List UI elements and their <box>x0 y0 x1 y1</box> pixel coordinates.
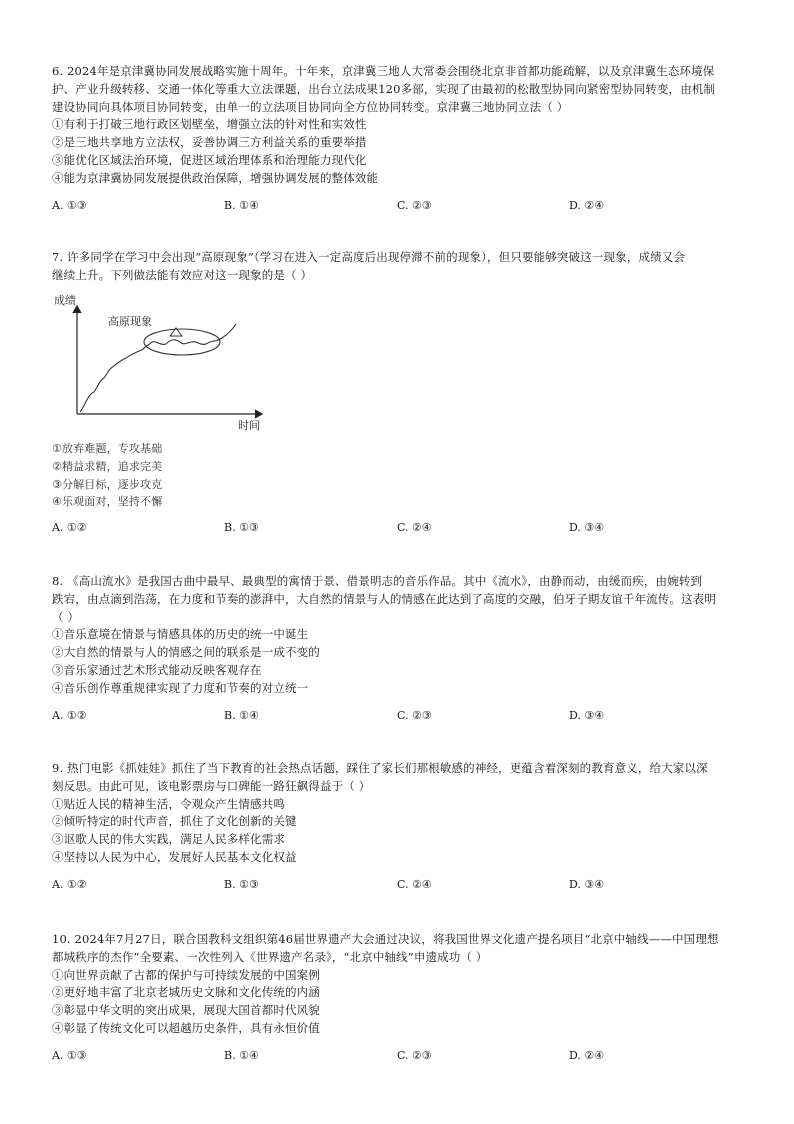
stem-line: 建设协同向具体项目协同转变，由单一的立法项目协同向全方位协同转变。京津冀三地协同立法（ ） <box>52 99 569 114</box>
option-b[interactable]: B. ①④ <box>224 198 259 212</box>
statement-item: ②是三地共享地方立法权，妥善协调三方利益关系的重要举措 <box>52 135 367 150</box>
statement-list <box>52 967 742 1038</box>
question-7-items <box>52 440 742 511</box>
statement-item: ②精益求精，追求完美 <box>52 459 163 473</box>
answer-options <box>52 519 742 537</box>
statement-item: ③彰显中华文明的突出成果，展现大国首都时代风貌 <box>52 1003 320 1018</box>
option-a[interactable]: A. ①② <box>52 708 87 722</box>
option-d[interactable]: D. ③④ <box>569 877 605 891</box>
statement-item: ④乐观面对，坚持不懈 <box>52 495 163 509</box>
y-axis-label: 成绩 <box>54 294 76 307</box>
statement-item: ①音乐意境在情景与情感具体的历史的统一中诞生 <box>52 627 309 642</box>
statement-item: ④坚持以人民为中心，发展好人民基本文化权益 <box>52 849 297 864</box>
question-7 <box>52 249 742 285</box>
statement-item: ④能为京津冀协同发展提供政治保障，增强协调发展的整体效能 <box>52 170 379 185</box>
x-axis-label: 时间 <box>238 419 260 432</box>
grade-curve <box>80 324 236 412</box>
option-d[interactable]: D. ②④ <box>569 1048 605 1062</box>
option-c[interactable]: C. ②③ <box>397 1048 432 1062</box>
question-7-options <box>52 519 742 537</box>
stem-line: 继续上升。下列做法能有效应对这一现象的是（ ） <box>52 267 313 282</box>
stem-line: 跌宕，由点滴到浩荡，在力度和节奏的澎湃中，大自然的情景与人的情感在此达到了高度的交融，伯牙子期友谊千年流传。这表明 <box>52 591 717 606</box>
stem-line: 都城秩序的杰作”全要素、一次性列入《世界遗产名录》，“北京中轴线”申遗成功（ ） <box>52 949 488 964</box>
option-c[interactable]: C. ②③ <box>397 198 432 212</box>
statement-list <box>52 626 742 697</box>
option-a[interactable]: A. ①③ <box>52 1048 87 1062</box>
statement-item: ①有利于打破三地行政区划壁垒，增强立法的针对性和实效性 <box>52 117 367 132</box>
option-d[interactable]: D. ③④ <box>569 708 605 722</box>
option-c[interactable]: C. ②④ <box>397 521 432 534</box>
statement-list <box>52 796 742 867</box>
statement-item: ③能优化区域法治环境，促进区域治理体系和治理能力现代化 <box>52 152 367 167</box>
question-9 <box>52 760 742 894</box>
statement-item: ④音乐创作尊重规律实现了力度和节奏的对立统一 <box>52 680 309 695</box>
option-b[interactable]: B. ①③ <box>224 521 259 534</box>
option-b[interactable]: B. ①④ <box>224 1048 259 1062</box>
answer-options <box>52 707 742 725</box>
option-d[interactable]: D. ③④ <box>569 521 605 534</box>
statement-item: ①向世界贡献了古都的保护与可持续发展的中国案例 <box>52 967 320 982</box>
option-b[interactable]: B. ①③ <box>224 877 259 891</box>
question-stem <box>52 573 742 626</box>
option-d[interactable]: D. ②④ <box>569 198 605 212</box>
statement-item: ②更好地丰富了北京老城历史文脉和文化传统的内涵 <box>52 985 320 1000</box>
statement-list <box>52 116 742 187</box>
question-stem <box>52 931 742 967</box>
question-stem <box>52 249 742 285</box>
option-c[interactable]: C. ②③ <box>397 708 432 722</box>
question-8 <box>52 573 742 725</box>
question-10 <box>52 931 742 1065</box>
stem-line: 刻反思。由此可见，该电影票房与口碑能一路狂飙得益于（ ） <box>52 778 371 793</box>
question-stem <box>52 760 742 796</box>
stem-line: 7. 许多同学在学习中会出现“高原现象”（学习在进入一定高度后出现停滞不前的现象），但只要能够突破这一现象，成绩又会 <box>52 250 686 264</box>
statement-item: ③音乐家通过艺术形式能动反映客观存在 <box>52 662 262 677</box>
option-b[interactable]: B. ①④ <box>224 708 259 722</box>
answer-options <box>52 1047 742 1065</box>
answer-options <box>52 876 742 894</box>
answer-options <box>52 197 742 215</box>
stem-line: 9. 热门电影《抓娃娃》抓住了当下教育的社会热点话题，踩住了家长们那根敏感的神经，更蕴含着深刻的教育意义，给大家以深 <box>52 761 708 775</box>
option-a[interactable]: A. ①② <box>52 877 87 891</box>
question-6 <box>52 63 742 215</box>
stem-line: 8. 《高山流水》是我国古曲中最早、最典型的寓情于景、借景明志的音乐作品。其中《流水》，由静而动，由缓而疾，由婉转到 <box>52 574 703 588</box>
statement-list <box>52 440 742 511</box>
stem-line: 6. 2024年是京津冀协同发展战略实施十周年。十年来，京津冀三地人大常委会围绕北京非首都功能疏解，以及京津冀生态环境保 <box>52 64 715 78</box>
stem-line: 10. 2024年7月27日，联合国教科文组织第46届世界遗产大会通过决议，将我国世界文化遗产提名项目“北京中轴线——中国理想 <box>52 932 719 946</box>
option-a[interactable]: A. ①② <box>52 521 87 534</box>
option-c[interactable]: C. ②④ <box>397 877 432 891</box>
statement-item: ①贴近人民的精神生活，令观众产生情感共鸣 <box>52 796 285 811</box>
plateau-graph <box>52 292 272 432</box>
stem-line: 护、产业升级转移、交通一体化等重大立法课题，出台立法成果120多部，实现了由最初的松散型协同向紧密型协同转变，由机制 <box>52 81 716 96</box>
plateau-label: 高原现象 <box>108 315 152 328</box>
statement-item: ③讴歌人民的伟大实践，满足人民多样化需求 <box>52 832 285 847</box>
stem-line: （ ） <box>52 609 80 624</box>
option-a[interactable]: A. ①③ <box>52 198 87 212</box>
statement-item: ④彰显了传统文化可以超越历史条件，具有永恒价值 <box>52 1020 320 1035</box>
statement-item: ②倾听特定的时代声音，抓住了文化创新的关键 <box>52 814 297 829</box>
statement-item: ①放弃难题，专攻基础 <box>52 442 163 455</box>
statement-item: ②大自然的情景与人的情感之间的联系是一成不变的 <box>52 645 320 660</box>
question-stem <box>52 63 742 116</box>
statement-item: ③分解目标，逐步攻克 <box>52 477 163 491</box>
